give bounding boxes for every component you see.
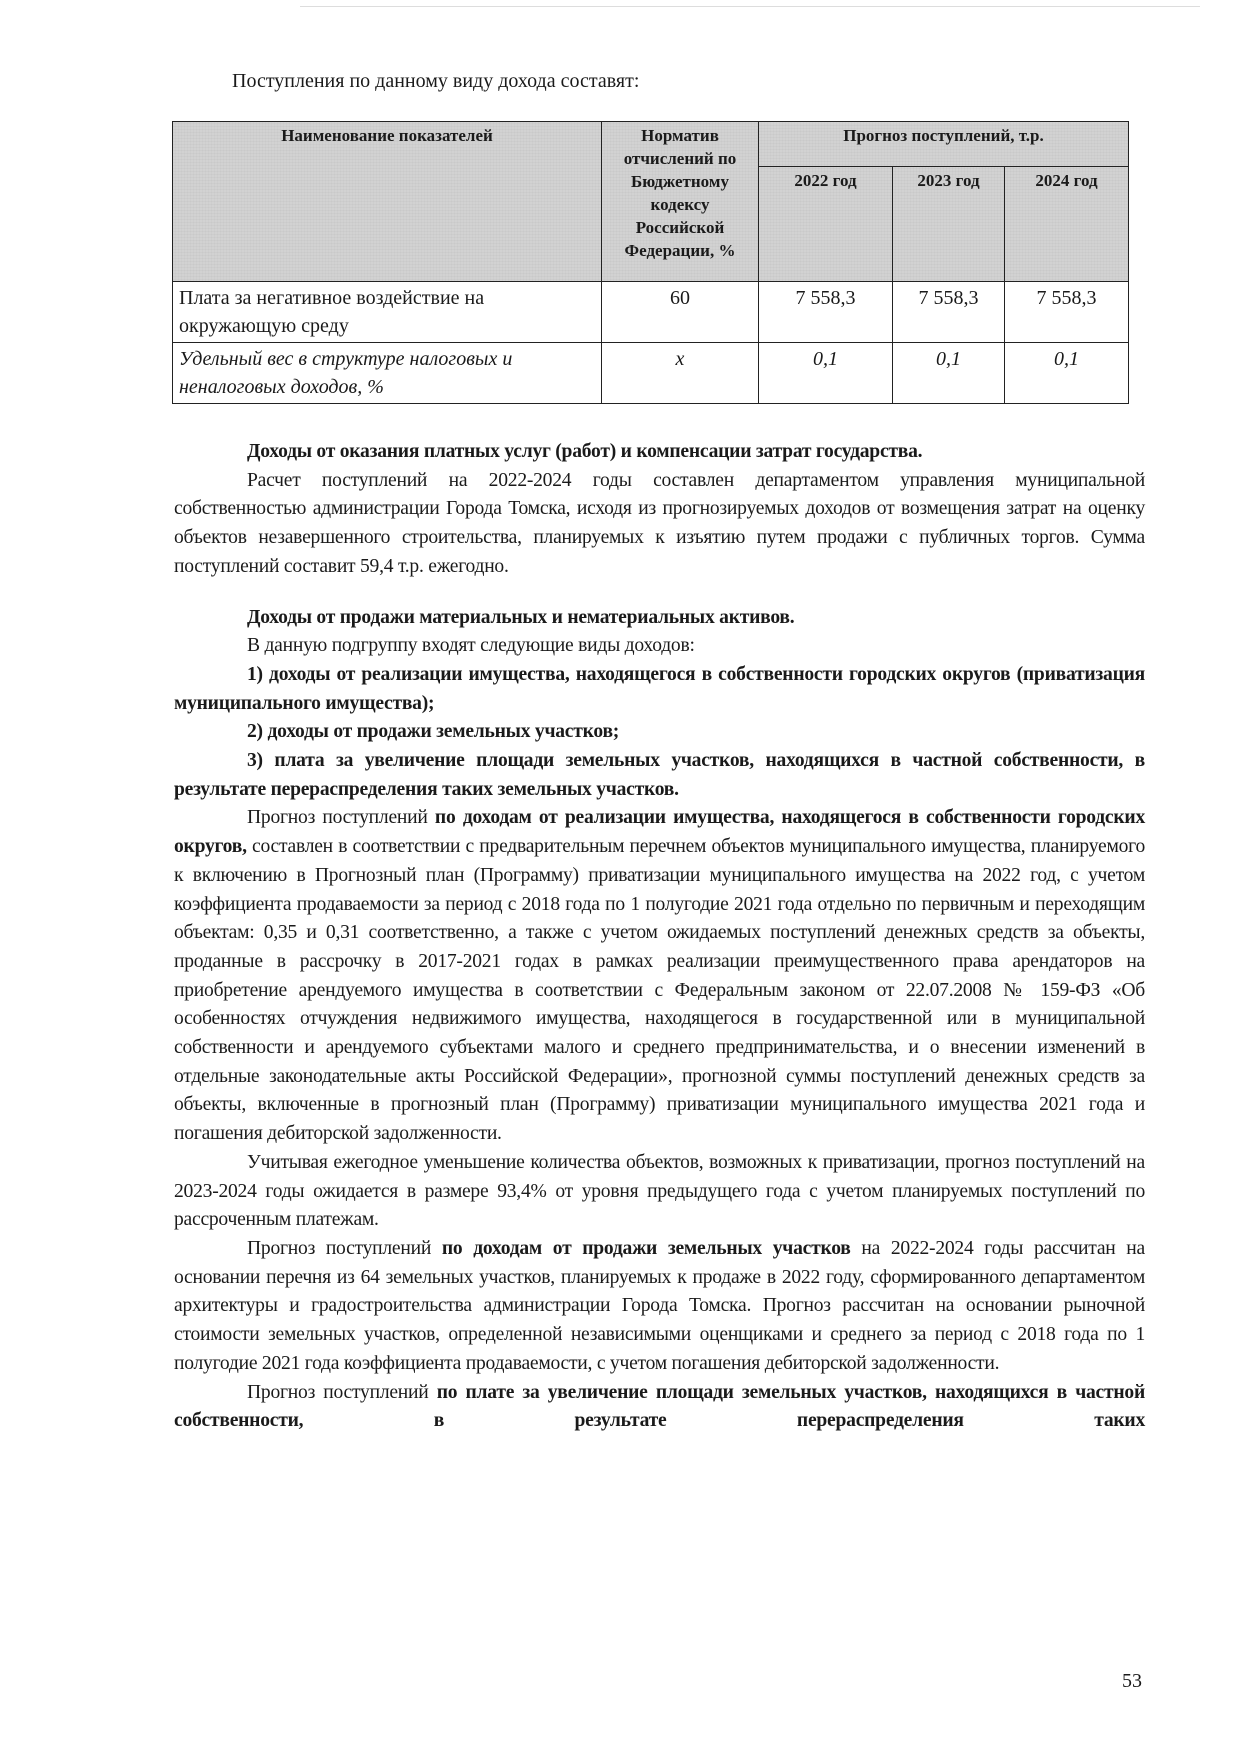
- revenue-table: [172, 121, 1129, 404]
- text: Прогноз поступлений: [247, 807, 435, 829]
- paragraph: Расчет поступлений на 2022-2024 годы составлен департаментом управления муниципальной собственностью администрации Города Томска, исходя из прогнозируемых доходов от возмещения затрат на оценку объектов незавершенного строительства, планируемых к изъятию путем продажи с публичных торгов. Сумма поступлений составит 59,4 т.р. ежегодно.: [174, 469, 1145, 577]
- section-heading: Доходы от оказания платных услуг (работ) и компенсации затрат государства.: [247, 441, 923, 462]
- text: составлен в соответствии с предварительным перечнем объектов муниципального имущества, планируемого к включению в Прогнозный план (Программу) приватизации муниципального имущества на 2022 год, с учетом коэффициента продаваемости за период с 2018 года по 1 полугодие 2021 года отдельно по первичным и переходящим объектам: 0,35 и 0,31 соответственно, а также с учетом ожидаемых поступлений денежных средств за объекты, проданные в рассрочку в 2017-2021 годах в рамках реализации преимущественного права арендаторов на приобретение арендуемого имущества в соответствии с Федеральным законом от 22.07.2008 № 159-ФЗ «Об особенностях отчуждения недвижимого имущества, находящегося в государственной или в муниципальной собственности и арендуемого субъектами малого и среднего предпринимательства, и о внесении изменений в отдельные законодательные акты Российской Федерации», прогнозной суммы поступлений денежных средств за объекты, включенные в прогнозный план (Программу) приватизации муниципального имущества 2021 года и погашения дебиторской задолженности.: [174, 836, 1145, 1145]
- table-row: [173, 343, 1129, 404]
- paragraph: Учитывая ежегодное уменьшение количества объектов, возможных к приватизации, прогноз поступлений на 2023-2024 годы ожидается в размере 93,4% от уровня предыдущего года с учетом планируемых поступлений по рассроченным платежам.: [174, 1151, 1145, 1231]
- row-value: 7 558,3: [1005, 282, 1129, 343]
- paragraph: [174, 1379, 1145, 1436]
- list-item: 1) доходы от реализации имущества, находящегося в собственности городских округов (приватизация муниципального имущества);: [174, 663, 1145, 714]
- list-item: 2) доходы от продажи земельных участков;: [247, 721, 620, 743]
- header-year: 2022 год: [759, 167, 893, 282]
- paragraph: [174, 804, 1145, 1148]
- bold-text: по плате за увеличение площади земельных участков, находящихся в частной собственности, в результате перераспределения таких: [174, 1381, 1145, 1432]
- row-value: 0,1: [759, 343, 893, 404]
- bold-text: по доходам от реализации имущества, находящегося в собственности городских округов,: [174, 807, 1145, 858]
- row-value: 0,1: [893, 343, 1005, 404]
- scan-edge-line: [300, 6, 1200, 7]
- row-value: 0,1: [1005, 343, 1129, 404]
- table-header-row: [173, 122, 1129, 167]
- table-row: [173, 282, 1129, 343]
- header-name: Наименование показателей: [173, 122, 602, 282]
- text: Прогноз поступлений: [247, 1237, 442, 1259]
- section-heading: Доходы от продажи материальных и нематериальных активов.: [247, 606, 795, 628]
- row-value: 7 558,3: [759, 282, 893, 343]
- row-norm: x: [602, 343, 759, 404]
- list-item: 3) плата за увеличение площади земельных участков, находящихся в частной собственности, в результате перераспределения таких земельных участков.: [174, 750, 1145, 800]
- text: Прогноз поступлений: [247, 1381, 437, 1403]
- header-year: 2023 год: [893, 167, 1005, 282]
- document-body: [174, 438, 1145, 1436]
- row-name: Удельный вес в структуре налоговых и неналоговых доходов, %: [173, 343, 602, 404]
- intro-text: Поступления по данному виду дохода составят:: [232, 70, 640, 92]
- row-name: Плата за негативное воздействие на окружающую среду: [173, 282, 602, 343]
- header-year: 2024 год: [1005, 167, 1129, 282]
- header-norm: Норматив отчислений по Бюджетному кодексу Российской Федерации, %: [602, 122, 759, 282]
- header-forecast: Прогноз поступлений, т.р.: [759, 122, 1129, 167]
- text: на 2022-2024 годы рассчитан на основании перечня из 64 земельных участков, планируемых к продаже в 2022 году, сформированного департаментом архитектуры и градостроительства администрации Города Томска. Прогноз рассчитан на основании рыночной стоимости земельных участков, определенной независимыми оценщиками и среднего за период с 2018 года по 1 полугодие 2021 года коэффициента продаваемости, с учетом погашения дебиторской задолженности.: [174, 1237, 1145, 1374]
- page-number: 53: [1122, 1670, 1142, 1692]
- row-norm: 60: [602, 282, 759, 343]
- row-value: 7 558,3: [893, 282, 1005, 343]
- bold-text: по доходам от продажи земельных участков: [441, 1237, 851, 1259]
- paragraph: В данную подгруппу входят следующие виды доходов:: [247, 635, 695, 657]
- paragraph: [174, 1235, 1145, 1379]
